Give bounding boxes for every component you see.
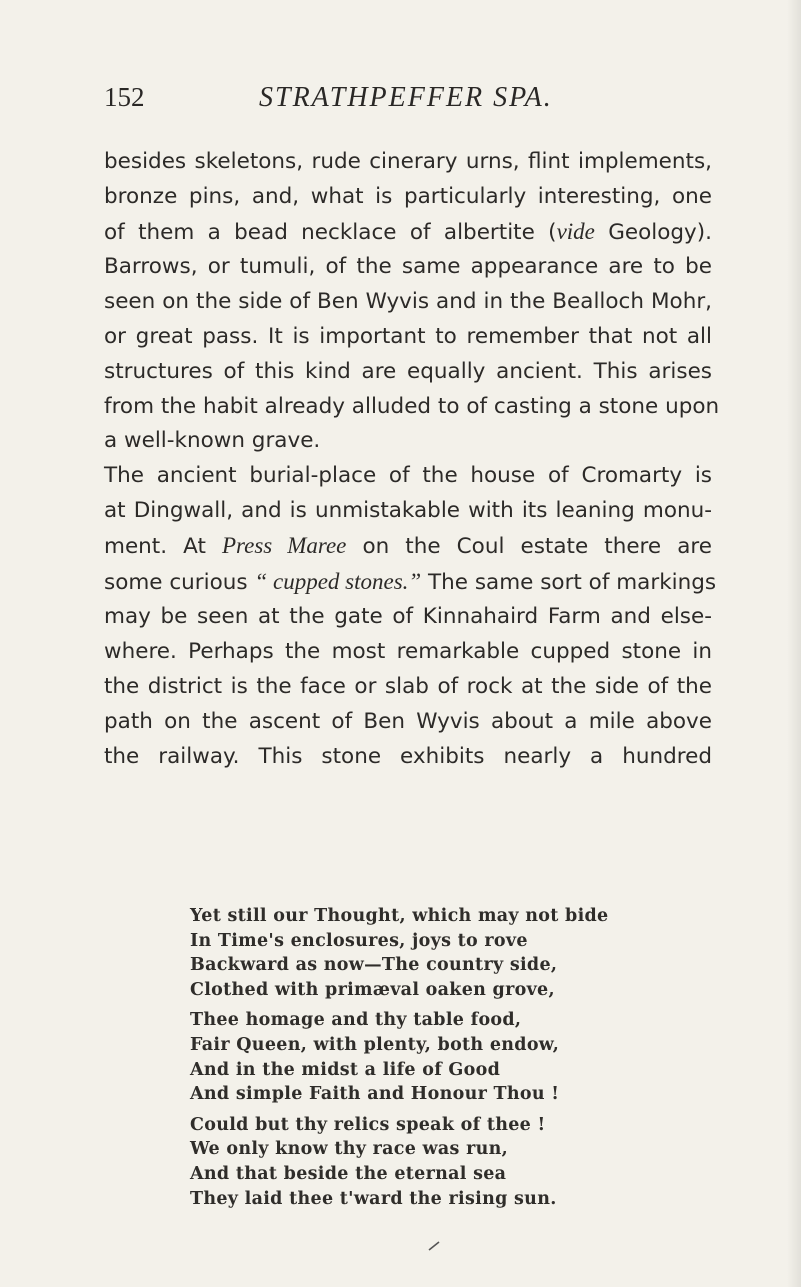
text-run: ment. At xyxy=(104,533,222,559)
text-line xyxy=(104,180,712,215)
poem-line: Backward as now—The country side, xyxy=(190,955,558,976)
page-number: 152 xyxy=(104,82,145,112)
poem-line: Could but thy relics speak of thee ! xyxy=(190,1114,546,1135)
body-text xyxy=(104,145,720,774)
text-run: may be seen at the gate of Kinnahaird Farm and else- xyxy=(104,604,712,630)
text-run: or great pass. It is important to remember that not all xyxy=(104,323,712,349)
text-line xyxy=(104,355,712,390)
text-run: The ancient burial-place of the house of Cromarty is xyxy=(104,463,712,489)
text-line xyxy=(104,145,712,180)
text-run: some curious xyxy=(104,569,255,595)
poem-line: Clothed with primæval oaken grove, xyxy=(190,979,555,1000)
poem-line: Fair Queen, with plenty, both endow, xyxy=(190,1034,560,1055)
text-run: path on the ascent of Ben Wyvis about a mile above xyxy=(104,708,712,734)
text-line xyxy=(104,390,720,425)
poem-line: We only know thy race was run, xyxy=(190,1139,509,1160)
text-run: at Dingwall, and is unmistakable with its leaning monu- xyxy=(104,497,712,523)
text-run: where. Perhaps the most remarkable cupped stone in xyxy=(104,639,712,665)
text-run: structures of this kind are equally ancient. This arises xyxy=(104,358,712,384)
text-line xyxy=(104,600,712,635)
text-line xyxy=(104,635,712,670)
page-header xyxy=(104,82,704,122)
italic-phrase: Press Maree xyxy=(221,532,347,558)
text-run: bronze pins, and, what is particularly interesting, one xyxy=(104,183,712,209)
text-line xyxy=(104,670,712,705)
text-line xyxy=(104,459,712,494)
text-line xyxy=(104,705,712,740)
poem-stanza xyxy=(190,1008,710,1106)
poem-line: And simple Faith and Honour Thou ! xyxy=(190,1084,560,1105)
text-line xyxy=(104,215,712,251)
text-line xyxy=(104,494,712,529)
text-run: of them a bead necklace of albertite ( xyxy=(104,219,557,245)
running-head: STRATHPEFFER SPA. xyxy=(259,82,553,113)
text-line xyxy=(104,250,712,285)
page-edge-shadow xyxy=(787,0,801,1287)
poem-line: Yet still our Thought, which may not bide xyxy=(190,906,609,926)
poem-line: And that beside the eternal sea xyxy=(190,1163,507,1184)
text-run: Geology). xyxy=(594,219,712,245)
text-line xyxy=(104,320,712,355)
italic-phrase: vide xyxy=(556,218,595,244)
poem-line: And in the midst a life of Good xyxy=(190,1059,501,1080)
text-run: the railway. This stone exhibits nearly a hundred xyxy=(104,743,712,769)
text-run: Barrows, or tumuli, of the same appearance are to be xyxy=(104,254,712,280)
text-run: from the habit already alluded to of casting a stone upon xyxy=(104,393,720,419)
poem xyxy=(190,904,710,1217)
poem-stanza xyxy=(190,904,710,1002)
text-run: the district is the face or slab of rock at the side of the xyxy=(104,673,712,699)
poem-line: Thee homage and thy table food, xyxy=(190,1010,522,1031)
poem-line: In Time's enclosures, joys to rove xyxy=(190,930,528,951)
text-run: The same sort of markings xyxy=(421,569,717,595)
poem-stanza xyxy=(190,1113,710,1211)
printer-mark-icon xyxy=(428,1240,440,1252)
text-run: seen on the side of Ben Wyvis and in the Bealloch Mohr, xyxy=(104,289,712,315)
text-line xyxy=(104,565,717,601)
text-run: on the Coul estate there are xyxy=(346,533,712,559)
text-line xyxy=(104,424,712,459)
italic-phrase: “ cupped stones.” xyxy=(254,568,422,594)
text-line xyxy=(104,740,712,775)
text-line xyxy=(104,529,712,565)
text-line xyxy=(104,285,712,320)
text-run: a well-known grave. xyxy=(104,428,321,454)
text-run: besides skeletons, rude cinerary urns, flint implements, xyxy=(104,149,712,174)
poem-line: They laid thee t'ward the rising sun. xyxy=(190,1188,557,1209)
